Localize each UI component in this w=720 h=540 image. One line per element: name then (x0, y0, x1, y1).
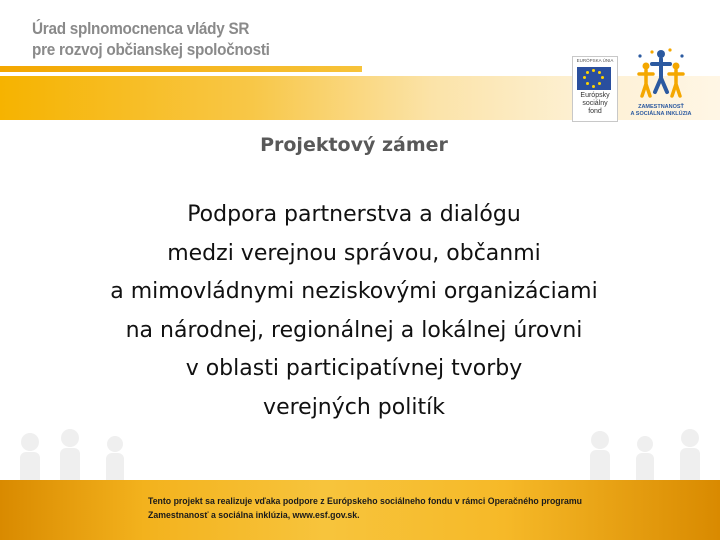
eu-logo-caption-line: sociálny (582, 100, 608, 107)
organization-title-line1: Úrad splnomocnenca vlády SR (32, 19, 250, 38)
eu-logo-tag: EURÓPSKA ÚNIA (576, 58, 614, 63)
main-title-line: medzi verejnou správou, občanmi (167, 240, 541, 266)
main-title-line: a mimovládnymi neziskovými organizáciami (110, 279, 598, 304)
footer-funding-note (148, 495, 582, 523)
organization-title (32, 18, 270, 60)
eu-logo-caption-line: fond (588, 108, 602, 115)
slide-subtitle: Projektový zámer (260, 134, 448, 156)
employment-inclusion-caption (628, 104, 694, 118)
main-title-line: Podpora partnerstva a dialógu (187, 202, 521, 227)
employment-inclusion-caption-line2: A SOCIÁLNA INKLÚZIA (630, 111, 692, 117)
eu-logo-caption (573, 92, 617, 116)
main-title-line: na národnej, regionálnej a lokálnej úrovni (125, 317, 583, 343)
employment-inclusion-caption-line1: ZAMESTNANOSŤ (638, 104, 684, 110)
people-figures-icon (628, 46, 694, 104)
slide-main-title (0, 196, 708, 427)
eu-esf-logo (572, 56, 618, 122)
title-underline (0, 66, 362, 72)
employment-inclusion-logo (628, 46, 694, 122)
footer-line1: Tento projekt sa realizuje vďaka podpore z Európskeho sociálneho fondu v rámci Operačného programu (148, 496, 582, 507)
eu-flag-icon (577, 67, 611, 90)
main-title-line: verejných politík (263, 394, 445, 420)
footer-line2: Zamestnanosť a sociálna inklúzia, www.esf.gov.sk. (148, 510, 360, 521)
organization-title-line2: pre rozvoj občianskej spoločnosti (32, 40, 270, 59)
eu-logo-caption-line: Európsky (580, 92, 610, 99)
main-title-line: v oblasti participatívnej tvorby (185, 356, 523, 381)
